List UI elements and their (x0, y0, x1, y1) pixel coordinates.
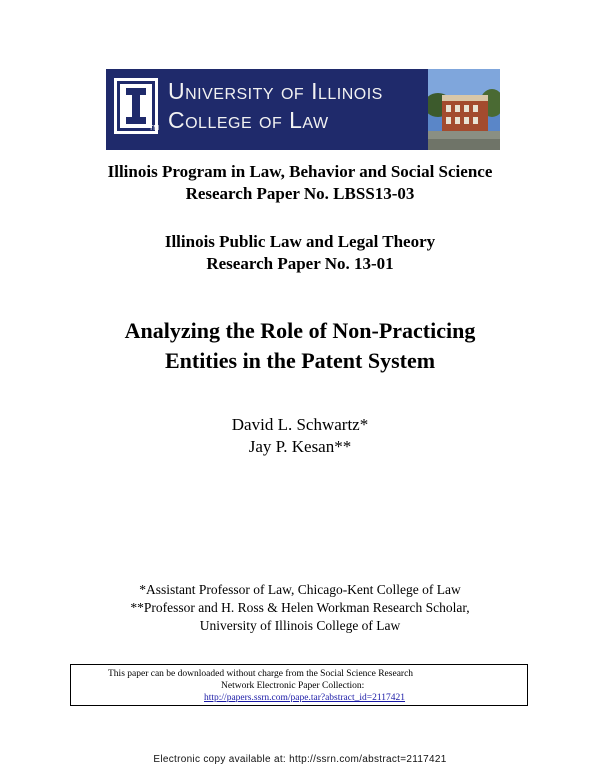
series-public-law-number: Research Paper No. 13-01 (206, 254, 394, 273)
affiliation-line: University of Illinois College of Law (199, 618, 401, 633)
affiliation-line: **Professor and H. Ross & Helen Workman Research Scholar, (130, 600, 470, 615)
ssrn-download-link[interactable]: http://papers.ssrn.com/pape.tar?abstract_id=2117421 (204, 693, 406, 703)
electronic-copy-footer: Electronic copy available at: http://ssrn.com/abstract=2117421 (153, 754, 447, 765)
series-program-name: Illinois Program in Law, Behavior and Social Science (107, 162, 493, 181)
law-building-photo (428, 69, 500, 150)
banner-college-name: College of Law (168, 107, 329, 133)
author-name: Jay P. Kesan** (248, 437, 352, 456)
affiliation-line: *Assistant Professor of Law, Chicago-Kent College of Law (139, 582, 461, 597)
trademark-mark: TM (149, 125, 160, 132)
download-notice-line2: Network Electronic Paper Collection: (221, 681, 365, 691)
author-name: David L. Schwartz* (231, 415, 369, 434)
university-banner (106, 69, 500, 150)
download-notice-line1: This paper can be downloaded without charge from the Social Science Research (108, 669, 414, 679)
paper-title (0, 316, 600, 376)
author-list (0, 414, 600, 458)
series-program-heading (0, 161, 600, 205)
series-program-number: Research Paper No. LBSS13-03 (185, 184, 415, 203)
banner-university-name: University of Illinois (168, 78, 383, 104)
series-public-law-heading (0, 231, 600, 275)
author-affiliations (0, 581, 600, 635)
paper-title-line1: Analyzing the Role of Non-Practicing (124, 318, 476, 343)
series-public-law-name: Illinois Public Law and Legal Theory (164, 232, 436, 251)
paper-title-line2: Entities in the Patent System (164, 348, 436, 373)
download-notice-box (70, 664, 528, 706)
